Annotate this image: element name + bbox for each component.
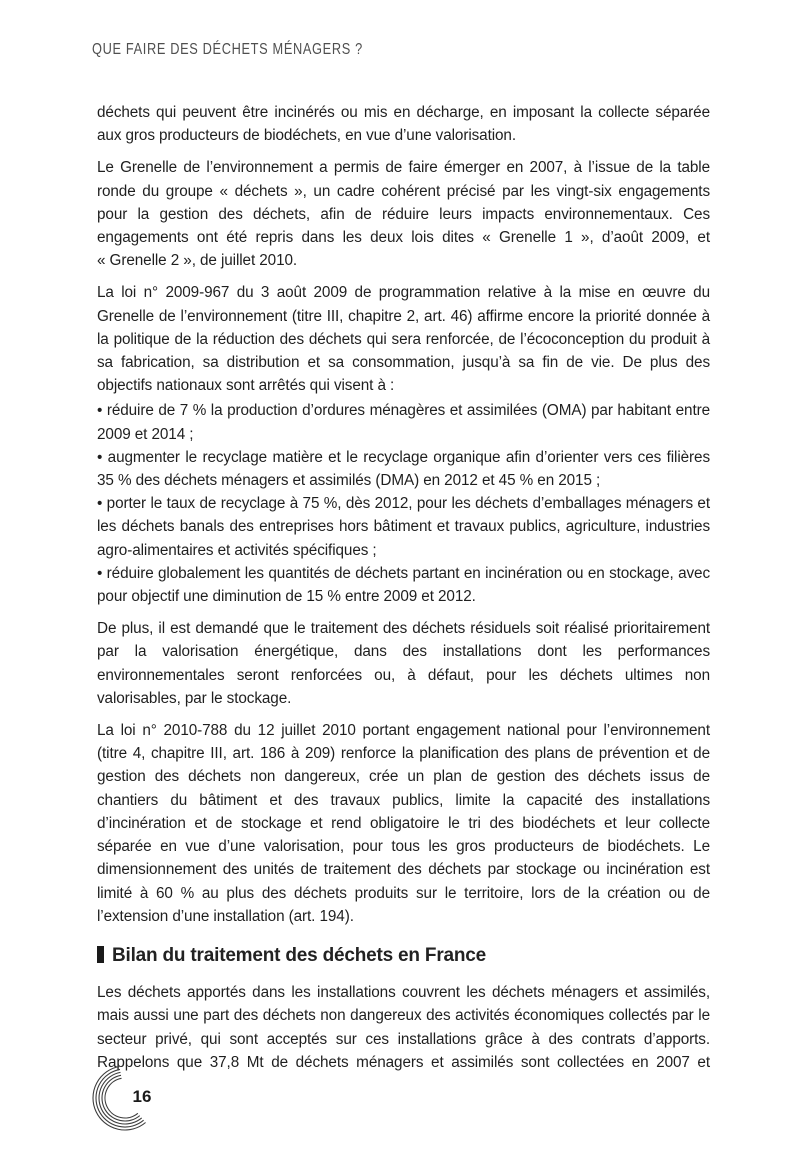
bullet-item-taux-recyclage: • porter le taux de recyclage à 75 %, dès 2012, pour les déchets d’emballages ménagers et les déchets banals des entreprises hors bâtiment et travaux publics, agriculture, industries agro-alimentaires et activités spécifiques ; bbox=[97, 495, 710, 559]
bullet-item-reduction-quantites: • réduire globalement les quantités de déchets partant en incinération ou en stockage, avec pour objectif une diminution de 15 % entre 2009 et 2012. bbox=[97, 564, 710, 606]
section-heading-label: Bilan du traitement des déchets en France bbox=[112, 944, 487, 966]
paragraph-loi-2010: La loi n° 2010-788 du 12 juillet 2010 portant engagement national pour l’environnement (titre 4, chapitre III, art. 186 à 209) renforce la planification des plans de prévention et de gestion des déchets non dangereux, crée un plan de gestion des déchets issus de chantiers du bâtiment et des travaux publics, limite la capacité des installations d’incinération et de stockage et rend obligatoire le tri des biodéchets et leur collecte séparée en vue d’une valorisation, pour tous les gros producteurs de biodéchets. Le dimensionnement des unités de traitement des déchets par stockage ou incinération est limité à 60 % au plus des déchets produits sur le territoire, lors de la création ou de l’extension d’une installation (art. 194). bbox=[97, 722, 710, 925]
page-footer bbox=[91, 1058, 171, 1138]
section-marker-icon bbox=[97, 946, 104, 963]
bullet-item-oma: • réduire de 7 % la production d’ordures ménagères et assimilées (OMA) par habitant entre 2009 et 2014 ; bbox=[97, 402, 710, 443]
running-header-title: QUE FAIRE DES DÉCHETS MÉNAGERS ? bbox=[92, 41, 363, 58]
objectives-bullet-list bbox=[97, 399, 710, 608]
paragraph-grenelle: Le Grenelle de l’environnement a permis de faire émerger en 2007, à l’issue de la table ronde du groupe « déchets », un cadre cohérent précisé par les vingt-six engagements pour la gestion des déchets, afin de réduire leurs impacts environnementaux. Ces engagements ont été repris dans les deux lois dites « Grenelle 1 », d’août 2009, et « Grenelle 2 », de juillet 2010. bbox=[97, 159, 710, 270]
section-heading bbox=[97, 944, 710, 967]
paragraph-intro-continuation: déchets qui peuvent être incinérés ou mis en décharge, en imposant la collecte séparée aux gros producteurs de biodéchets, en vue d’une valorisation. bbox=[97, 104, 710, 145]
paragraph-bilan: Les déchets apportés dans les installations couvrent les déchets ménagers et assimilés, mais aussi une part des déchets non dangereux des activités économiques collectés par le secteur privé, qui sont acceptés sur ces installations grâce à des contrats d’apports. Rappelons que 37,8 Mt de déchets ménagers et assimilés sont collectées en 2007 et bbox=[97, 984, 710, 1071]
running-header bbox=[92, 41, 431, 59]
page-number: 16 bbox=[132, 1087, 152, 1106]
page-content bbox=[97, 101, 710, 1083]
paragraph-loi-2009: La loi n° 2009-967 du 3 août 2009 de programmation relative à la mise en œuvre du Grenelle de l’environnement (titre III, chapitre 2, art. 46) affirme encore la priorité donnée à la politique de la réduction des déchets qui sera renforcée, de l’écoconception du produit à sa fabrication, sa distribution et sa consommation, jusqu’à sa fin de vie. De plus des objectifs nationaux sont arrêtés qui visent à : bbox=[97, 284, 710, 395]
bullet-item-recyclage-matiere: • augmenter le recyclage matière et le recyclage organique afin d’orienter vers ces filières 35 % des déchets ménagers et assimilés (DMA) en 2012 et 45 % en 2015 ; bbox=[97, 448, 710, 490]
paragraph-traitement-residuels: De plus, il est demandé que le traitement des déchets résiduels soit réalisé prioritairement par la valorisation énergétique, dans des installations dont les performances environnementales seront renforcées ou, à défaut, pour les déchets ultimes non valorisables, par le stockage. bbox=[97, 620, 710, 707]
arc-swirl-icon bbox=[91, 1058, 171, 1138]
